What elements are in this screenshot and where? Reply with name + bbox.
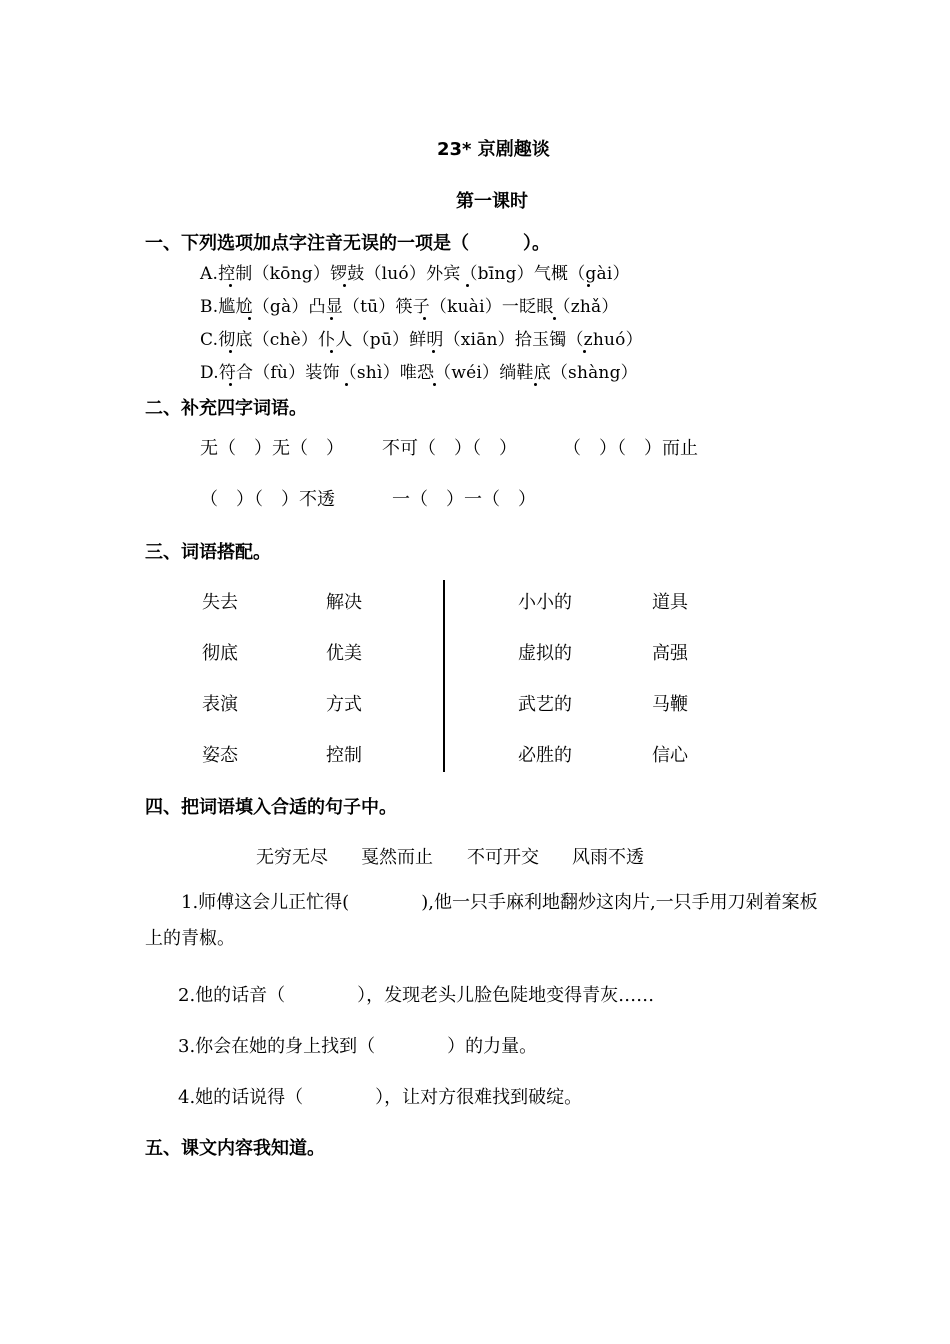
emphasis-dot	[553, 317, 556, 320]
emphasis-dot	[534, 383, 537, 386]
q3-heading: 三、词语搭配。	[145, 542, 271, 563]
q1-option-c: C.彻底（chè）仆人（pū）鲜明（xiān）拾玉镯（zhuó）	[200, 330, 643, 350]
match-right-word: 小小的	[518, 592, 572, 613]
q5-heading: 五、课文内容我知道。	[145, 1138, 325, 1159]
match-left-word: 表演	[202, 694, 238, 715]
match-left-word: 优美	[326, 643, 362, 664]
q2-idiom-5: 一（ ）一（ ）	[392, 489, 536, 510]
match-right-word: 信心	[652, 745, 688, 766]
q1-option-a: A.控制（kōng）锣鼓（luó）外宾（bīng）气概（gài）	[200, 264, 630, 284]
emphasis-dot	[343, 284, 346, 287]
q2-idiom-2: 不可（ ）（ ）	[382, 438, 517, 459]
lesson-subtitle: 第一课时	[456, 191, 528, 212]
q2-heading: 二、补充四字词语。	[145, 398, 307, 419]
q4-sentence-3: 3.你会在她的身上找到（ ）的力量。	[178, 1036, 538, 1057]
q1-option-b: B.尴尬（gà）凸显（tū）筷子（kuài）一眨眼（zhǎ）	[200, 297, 619, 317]
emphasis-dot	[330, 350, 333, 353]
q2-idiom-4: （ ）（ ）不透	[200, 489, 335, 510]
q1-option-d: D.符合（fù）装饰（shì）唯恐（wéi）绱鞋底（shàng）	[200, 363, 638, 383]
match-left-word: 彻底	[202, 643, 238, 664]
q2-idiom-1: 无（ ）无（ ）	[200, 438, 344, 459]
match-left-word: 方式	[326, 694, 362, 715]
q4-word-bank-item: 风雨不透	[572, 847, 644, 868]
q1-heading: 一、下列选项加点字注音无误的一项是（ ）。	[145, 233, 550, 254]
match-right-word: 虚拟的	[518, 643, 572, 664]
match-left-word: 姿态	[202, 745, 238, 766]
q4-word-bank-item: 戛然而止	[361, 847, 433, 868]
match-right-word: 马鞭	[652, 694, 688, 715]
q4-word-bank-item: 无穷无尽	[256, 847, 328, 868]
match-divider	[443, 580, 445, 772]
emphasis-dot	[423, 317, 426, 320]
q4-sentence-4: 4.她的话说得（ ），让对方很难找到破绽。	[178, 1087, 583, 1108]
emphasis-dot	[587, 284, 590, 287]
match-right-word: 必胜的	[518, 745, 572, 766]
emphasis-dot	[248, 317, 251, 320]
match-left-word: 控制	[326, 745, 362, 766]
emphasis-dot	[432, 350, 435, 353]
emphasis-dot	[229, 383, 232, 386]
match-left-word: 解决	[326, 592, 362, 613]
q4-sentence-1: 1.师傅这会儿正忙得( ),他一只手麻利地翻炒这肉片,一只手用刀剁着案板上的青椒。	[145, 892, 818, 949]
match-right-word: 道具	[652, 592, 688, 613]
emphasis-dot	[229, 284, 232, 287]
emphasis-dot	[433, 383, 436, 386]
match-right-word: 武艺的	[518, 694, 572, 715]
emphasis-dot	[583, 350, 586, 353]
q4-heading: 四、把词语填入合适的句子中。	[145, 797, 397, 818]
q4-sentence-2: 2.他的话音（ ），发现老头儿脸色陡地变得青灰……	[178, 985, 655, 1006]
lesson-title: 23* 京剧趣谈	[437, 139, 550, 160]
emphasis-dot	[330, 317, 333, 320]
emphasis-dot	[229, 350, 232, 353]
emphasis-dot	[345, 383, 348, 386]
q4-word-bank-item: 不可开交	[467, 847, 539, 868]
q2-idiom-3: （ ）（ ）而止	[563, 438, 698, 459]
match-right-word: 高强	[652, 643, 688, 664]
emphasis-dot	[466, 284, 469, 287]
match-left-word: 失去	[202, 592, 238, 613]
